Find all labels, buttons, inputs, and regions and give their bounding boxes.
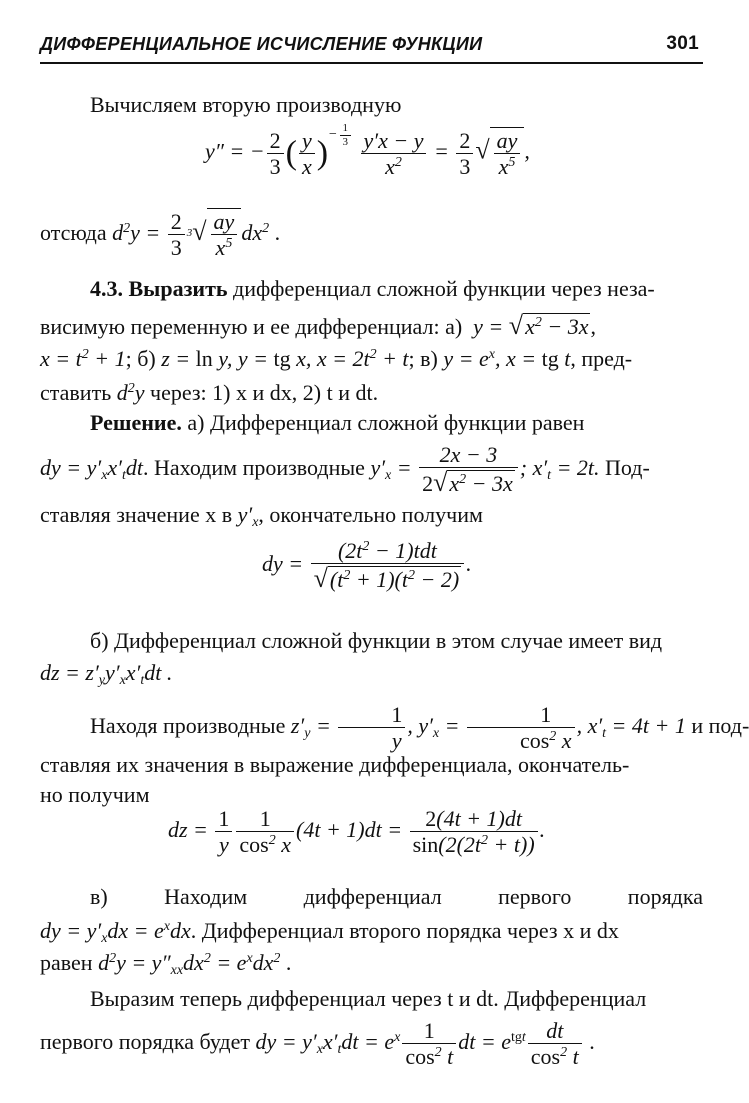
solution-a-line-1: Решение. а) Дифференциал сложной функции равен <box>90 410 585 435</box>
solution-v-line-1: в) Находим дифференциал первого порядка <box>90 884 703 909</box>
task-line-2: висимую переменную и ее дифференциал: а) $y = √x^2 - 3x$, <box>40 311 596 340</box>
formula-d2y: отсюда $d^2y$ = $\frac{2}{3}$ $^3$√ $\frac{ay}{x^5}$ $dx^2$ . <box>40 209 281 261</box>
solution-a-line-3: ставляя значение x в $y'_x$, окончательно получим <box>40 502 483 530</box>
solution-b-line-1: б) Дифференциал сложной функции в этом случае имеет вид <box>90 628 663 653</box>
paragraph-second-derivative: Вычисляем вторую производную <box>90 92 402 117</box>
last-paragraph-line-1: Выразим теперь дифференциал через t и dt. Дифференциал <box>90 986 647 1011</box>
solution-b-line-5: но получим <box>40 782 150 807</box>
header-title: ДИФФЕРЕНЦИАЛЬНОЕ ИСЧИСЛЕНИЕ ФУНКЦИИ <box>40 34 483 54</box>
solution-v-line-2: dy = $y'_xdx = e^xdx$. Дифференциал второго порядка через x и dx <box>40 918 619 946</box>
solution-b-line-2: dz = $z'_yy'_xx'_tdt$ . <box>40 660 173 688</box>
solution-v-line-3: равен $d^2y = y''_{xx}dx^2 = e^xdx^2$ . <box>40 950 292 978</box>
solution-b-line-4: ставляя их значения в выражение дифференциала, окончатель- <box>40 752 630 777</box>
task-line-4: ставить $d^2y$ через: 1) x и dx, 2) t и dt. <box>40 380 379 405</box>
formula-dy-result: dy = $\frac{(2t^2 - 1)tdt}{√(t^2 + 1)(t^2 - 2)}$ . <box>262 538 472 594</box>
otsuda-label: отсюда <box>40 219 107 245</box>
solution-a-line-2: dy = $y'_xx'_tdt$. Находим производные $y'_x$ = $\frac{2x - 3}{2√x^2 - 3x}$ ; $x'_t = 2t$. Под- <box>40 442 650 498</box>
formula-second-derivative: y″ = − $\frac{2}{3}$ ( $\frac{y}{x}$ )$^{- \frac{1}{3}}$ $\frac{y'x - y}{x^2}$ = $\frac{2}{3}$ √ $\frac{ay}{x^5}$ , <box>205 122 530 179</box>
task-line-3: $x = t^2 + 1$; б) z = ln y, y = tg x, $x = 2t^2 + t$; в) $y = e^x$, x = tg t, пред- <box>40 346 633 371</box>
running-header <box>40 28 703 64</box>
last-paragraph-line-2: первого порядка будет dy = $y'_xx'_tdt = e^x$ $\frac{1}{\cos^2 t}$ dt = $e^{tgt}$ $\frac{dt}{\cos^2 t}$ . <box>40 1018 595 1070</box>
formula-dz-result: dz = $\frac{1}{y}$ $\frac{1}{\cos^2 x}$ (4t + 1)dt = $\frac{2(4t + 1)dt}{\sin(2(2t^2 + t))}$ . <box>168 806 546 858</box>
task-line-1: 4.3. Выразить дифференциал сложной функции через неза- <box>90 276 655 301</box>
solution-b-line-3: Находя производные $z'_y$ = $\frac{1}{y}$ , $y'_x$ = $\frac{1}{\cos^2 x}$ , $x'_t = 4t + 1$ и под- <box>90 702 749 754</box>
page-number: 301 <box>666 33 699 54</box>
